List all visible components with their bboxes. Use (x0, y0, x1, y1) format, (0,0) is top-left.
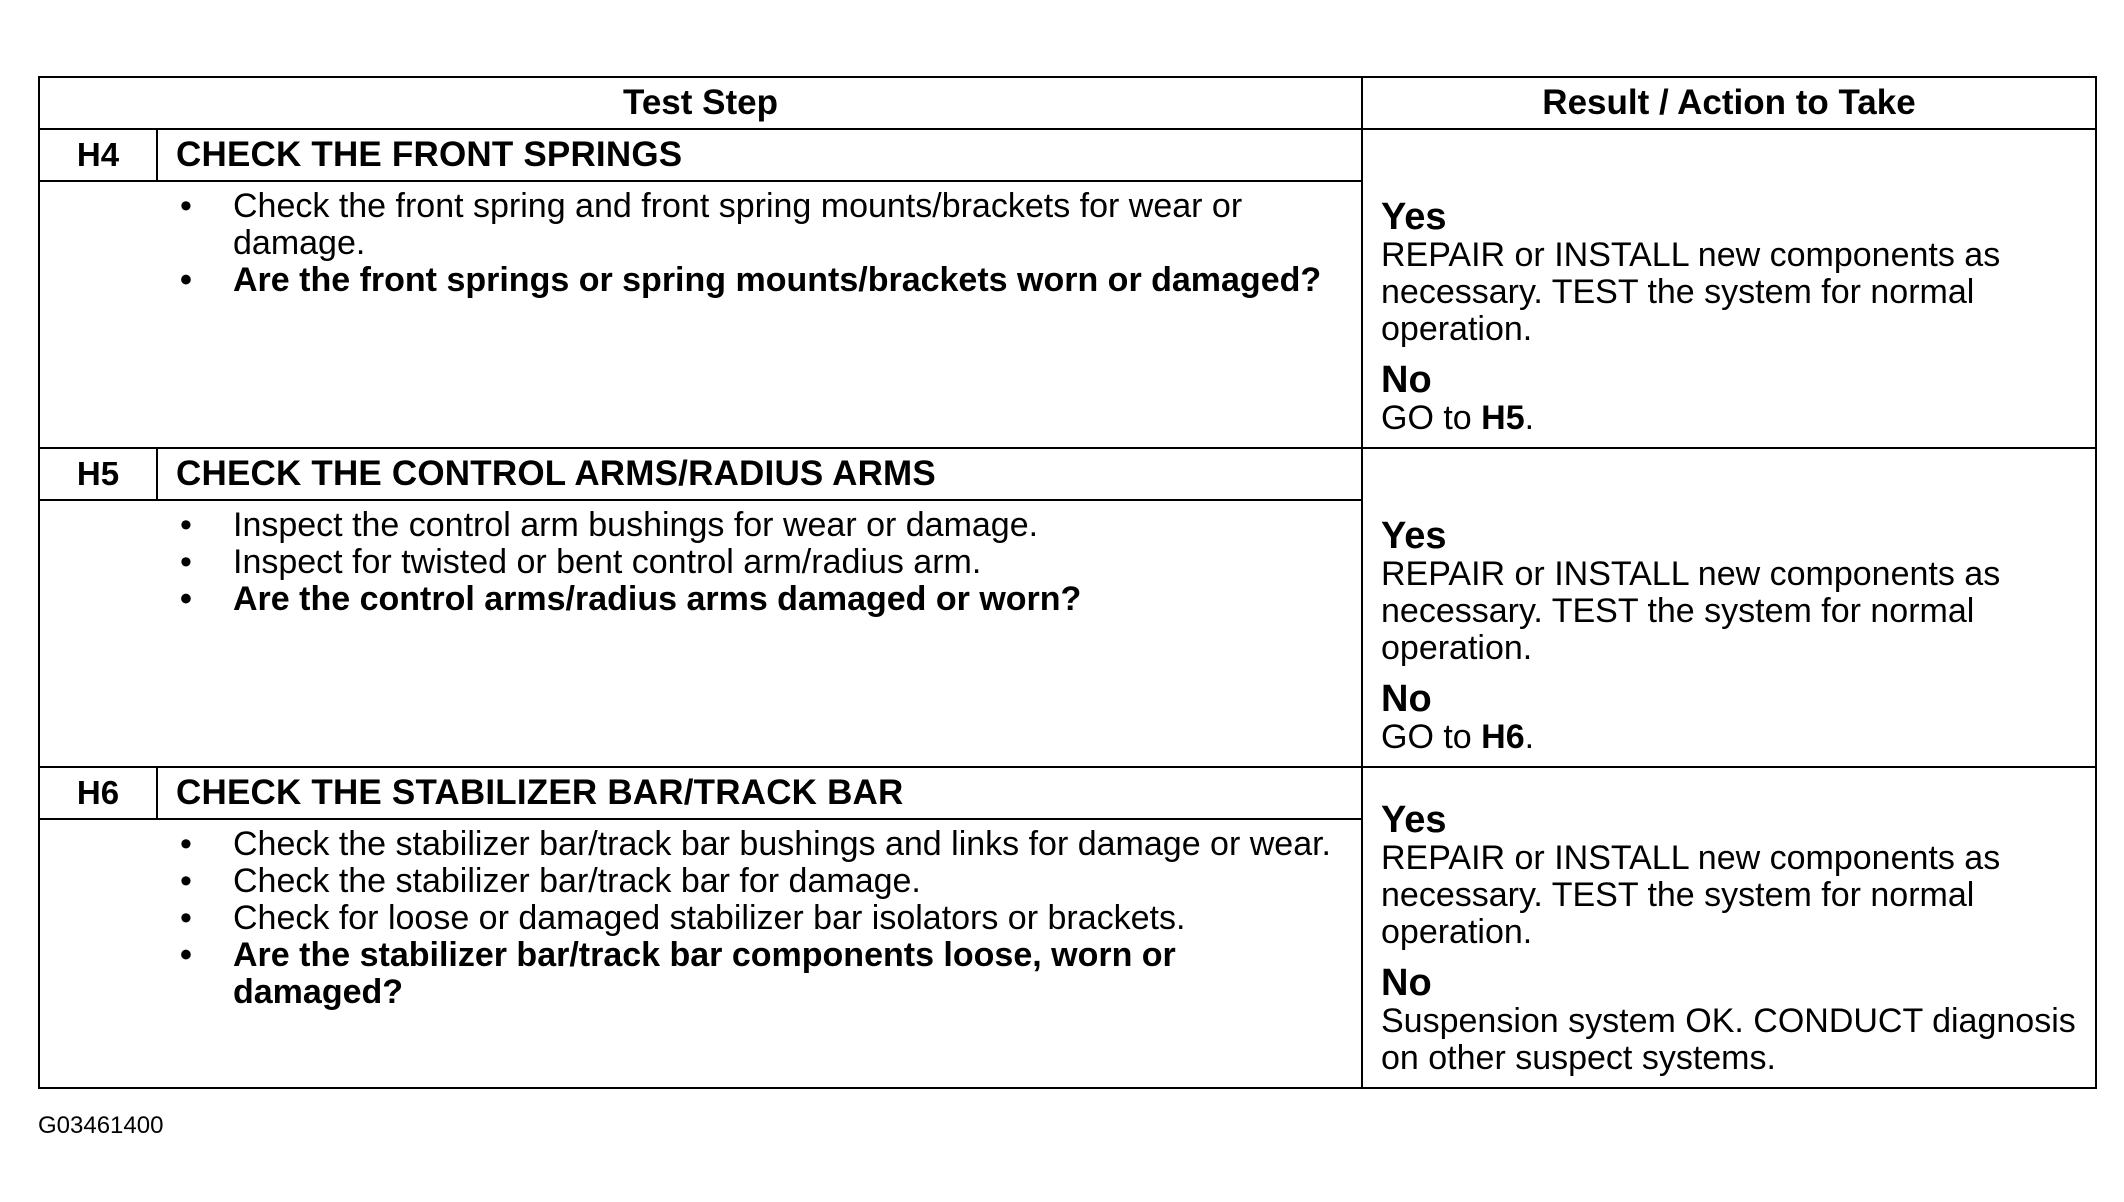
bullet-item: • Inspect for twisted or bent control arm/radius arm. (180, 543, 982, 581)
step-title: CHECK THE CONTROL ARMS/RADIUS ARMS (176, 454, 936, 493)
step-title: CHECK THE STABILIZER BAR/TRACK BAR (176, 773, 904, 812)
step-h5-header (40, 449, 1361, 501)
step-h6-header (40, 768, 1361, 820)
step-h5-bullets (40, 507, 1341, 618)
step-h4-procedure (40, 130, 1363, 449)
no-action: GO to H6. (1381, 718, 1535, 756)
bullet-item: • Check the front spring and front spring mounts/brackets for wear or damage. (180, 187, 1243, 262)
no-label: No (1381, 962, 1432, 1004)
goto-step-h6: H6 (1481, 718, 1525, 756)
yes-action: REPAIR or INSTALL new components as necessary. TEST the system for normal operation. (1381, 236, 2001, 348)
bullet-item: • Check the stabilizer bar/track bar bushings and links for damage or wear. (180, 825, 1331, 863)
diagnostic-table (38, 76, 2097, 1089)
step-id: H5 (40, 449, 158, 499)
step-title: CHECK THE FRONT SPRINGS (176, 135, 683, 174)
yes-label: Yes (1381, 515, 1447, 557)
step-h6-bullets (40, 826, 1341, 1011)
step-h6-procedure (40, 768, 1363, 1087)
step-h4-result (1363, 130, 2095, 449)
step-h5-result (1363, 449, 2095, 768)
step-h4-header (40, 130, 1361, 182)
figure-id: G03461400 (38, 1112, 164, 1139)
header-result-action: Result / Action to Take (1363, 78, 2095, 130)
yes-label: Yes (1381, 196, 1447, 238)
step-h5-procedure (40, 449, 1363, 768)
question-item: • Are the control arms/radius arms damaged or worn? (180, 580, 1082, 618)
no-label: No (1381, 678, 1432, 720)
bullet-item: • Check the stabilizer bar/track bar for damage. (180, 862, 921, 900)
yes-action: REPAIR or INSTALL new components as necessary. TEST the system for normal operation. (1381, 839, 2001, 951)
no-action: GO to H5. (1381, 399, 1535, 437)
yes-action: REPAIR or INSTALL new components as necessary. TEST the system for normal operation. (1381, 555, 2001, 667)
question-item: • Are the stabilizer bar/track bar components loose, worn or damaged? (180, 936, 1176, 1011)
step-id: H6 (40, 768, 158, 818)
bullet-item: • Inspect the control arm bushings for wear or damage. (180, 506, 1039, 544)
no-label: No (1381, 359, 1432, 401)
step-h4-bullets (40, 188, 1341, 299)
yes-label: Yes (1381, 799, 1447, 841)
step-id: H4 (40, 130, 158, 180)
header-test-step: Test Step (40, 78, 1363, 130)
question-item: • Are the front springs or spring mounts/brackets worn or damaged? (180, 261, 1322, 299)
bullet-item: • Check for loose or damaged stabilizer bar isolators or brackets. (180, 899, 1186, 937)
goto-step-h5: H5 (1481, 399, 1525, 437)
step-h6-result (1363, 768, 2095, 1087)
no-action: Suspension system OK. CONDUCT diagnosis on other suspect systems. (1381, 1002, 2076, 1077)
